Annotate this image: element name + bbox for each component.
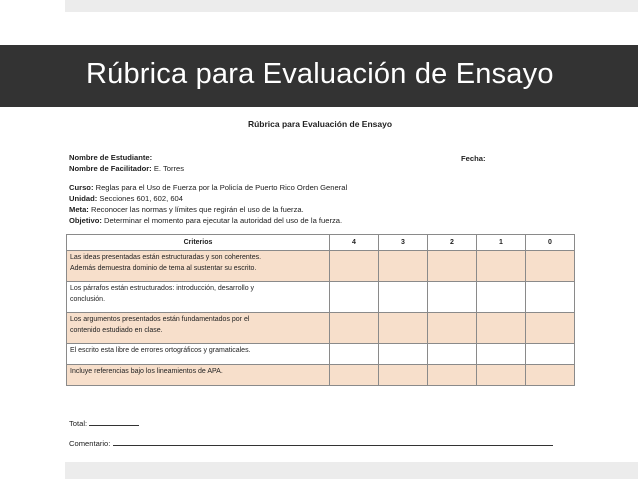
facilitator-row — [69, 164, 184, 173]
score-cell — [477, 282, 526, 313]
score-cell — [428, 344, 477, 365]
score-cell — [526, 251, 575, 282]
score-cell — [330, 344, 379, 365]
comment-label: Comentario: — [69, 439, 111, 448]
score-cell — [379, 365, 428, 386]
slide-title: Rúbrica para Evaluación de Ensayo — [86, 58, 554, 90]
criterion-text-line: Además demuestra dominio de tema al sustentar su escrito. — [70, 265, 257, 272]
table-row — [67, 365, 575, 386]
score-cell — [428, 251, 477, 282]
score-cell — [477, 344, 526, 365]
criterion-cell — [67, 344, 330, 365]
objective-label: Objetivo: — [69, 216, 102, 225]
criterion-text-line: conclusión. — [70, 296, 106, 303]
criterion-text-line: Incluye referencias bajo los lineamientos de APA. — [70, 368, 223, 375]
header-score-3: 3 — [379, 235, 428, 251]
score-cell — [428, 365, 477, 386]
criterion-cell — [67, 251, 330, 282]
unit-label: Unidad: — [69, 194, 98, 203]
header-criterios: Criterios — [67, 235, 330, 251]
score-cell — [379, 344, 428, 365]
table-row — [67, 344, 575, 365]
header-score-2: 2 — [428, 235, 477, 251]
score-cell — [477, 313, 526, 344]
table-row — [67, 251, 575, 282]
table-row — [67, 282, 575, 313]
score-cell — [330, 282, 379, 313]
criterion-text-line: contenido estudiado en clase. — [70, 327, 163, 334]
unit-value: Secciones 601, 602, 604 — [99, 194, 183, 203]
criterion-cell — [67, 365, 330, 386]
header-score-4: 4 — [330, 235, 379, 251]
goal-row — [69, 205, 304, 214]
top-decor-strip — [65, 0, 638, 12]
facilitator-value: E. Torres — [153, 164, 185, 173]
score-cell — [477, 251, 526, 282]
score-cell — [379, 313, 428, 344]
course-value: Reglas para el Uso de Fuerza por la Policía de Puerto Rico Orden General — [95, 183, 348, 192]
course-label: Curso: — [69, 183, 94, 192]
bottom-decor-strip — [65, 462, 638, 479]
comment-row — [69, 437, 553, 448]
score-cell — [526, 313, 575, 344]
header-score-0: 0 — [526, 235, 575, 251]
criterion-cell — [67, 313, 330, 344]
slide-title-bar — [0, 45, 638, 107]
objective-value: Determinar el momento para ejecutar la autoridad del uso de la fuerza. — [104, 216, 343, 225]
score-cell — [330, 365, 379, 386]
score-cell — [379, 251, 428, 282]
document-title: Rúbrica para Evaluación de Ensayo — [247, 119, 393, 129]
criterion-text-line: El escrito esta libre de errores ortográficos y gramaticales. — [70, 347, 251, 354]
objective-row — [69, 216, 342, 225]
criterion-text-line: Las ideas presentadas están estructuradas y son coherentes. — [70, 254, 262, 261]
score-cell — [428, 282, 477, 313]
total-blank-line — [89, 417, 139, 426]
score-cell — [477, 365, 526, 386]
comment-blank-line — [113, 437, 553, 446]
student-label: Nombre de Estudiante: — [69, 153, 153, 162]
criterion-text-line: Los párrafos están estructurados: introducción, desarrollo y — [70, 285, 255, 292]
course-row — [69, 183, 347, 192]
student-name-row — [69, 153, 152, 162]
date-label: Fecha: — [461, 154, 486, 163]
header-score-1: 1 — [477, 235, 526, 251]
unit-row — [69, 194, 183, 203]
criterion-cell — [67, 282, 330, 313]
rubric-table — [66, 234, 575, 386]
score-cell — [526, 365, 575, 386]
total-label: Total: — [69, 419, 88, 428]
facilitator-label: Nombre de Facilitador: — [69, 164, 152, 173]
score-cell — [526, 344, 575, 365]
score-cell — [330, 313, 379, 344]
score-cell — [330, 251, 379, 282]
table-row — [67, 313, 575, 344]
score-cell — [428, 313, 477, 344]
table-header-row — [67, 235, 575, 251]
score-cell — [526, 282, 575, 313]
criterion-text-line: Los argumentos presentados están fundamentados por el — [70, 316, 250, 323]
rubric-document — [60, 112, 580, 457]
score-cell — [379, 282, 428, 313]
total-row — [69, 417, 139, 428]
goal-value: Reconocer las normas y límites que regirán el uso de la fuerza. — [90, 205, 304, 214]
goal-label: Meta: — [69, 205, 89, 214]
